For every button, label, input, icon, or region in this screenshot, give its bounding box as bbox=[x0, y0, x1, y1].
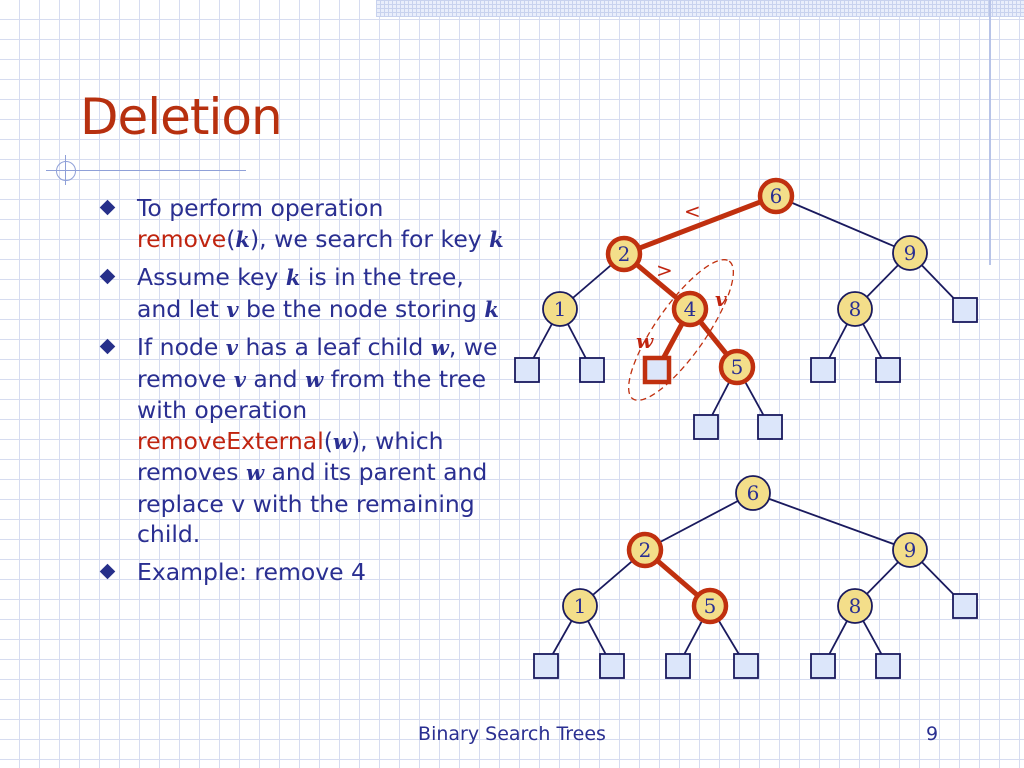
bullet-text: has a leaf child bbox=[238, 333, 431, 361]
label-w: w bbox=[636, 329, 654, 353]
leaf-node bbox=[515, 358, 539, 382]
variable: w bbox=[245, 460, 265, 485]
node-label: 6 bbox=[746, 481, 760, 505]
node-label: 1 bbox=[553, 297, 567, 321]
variable: k bbox=[285, 265, 301, 290]
node-label: 5 bbox=[703, 594, 717, 618]
bullet-text: ), which removes bbox=[137, 426, 444, 486]
bullet-text: , we remove bbox=[137, 333, 498, 393]
bullet-text: To perform operation bbox=[137, 194, 384, 222]
bullet-text: and bbox=[245, 364, 306, 393]
leaf-node bbox=[953, 594, 977, 618]
leaf-node bbox=[811, 358, 835, 382]
leaf-node bbox=[734, 654, 758, 678]
page-number: 9 bbox=[926, 723, 939, 745]
bullet-text: ( bbox=[226, 224, 236, 253]
variable: w bbox=[332, 428, 351, 454]
variable: v bbox=[225, 335, 238, 360]
node-label: 5 bbox=[730, 355, 744, 379]
variable: k bbox=[484, 296, 499, 322]
bullet-text: Assume key bbox=[137, 263, 286, 291]
bullet-text: be the node storing bbox=[238, 294, 485, 323]
tree-after-deletion bbox=[534, 476, 977, 678]
leaf-node bbox=[876, 654, 900, 678]
bullet-text: is in the tree, and let bbox=[137, 263, 464, 323]
slide-title: Deletion bbox=[80, 88, 282, 146]
leaf-node bbox=[758, 415, 782, 439]
node-label: 9 bbox=[903, 538, 917, 562]
variable: k bbox=[235, 226, 250, 252]
comparison-less-than: < bbox=[684, 199, 701, 223]
footer-title: Binary Search Trees bbox=[418, 723, 606, 745]
leaf-node bbox=[953, 298, 977, 322]
node-label: 8 bbox=[848, 594, 862, 618]
node-label: 2 bbox=[617, 242, 631, 266]
leaf-node bbox=[534, 654, 558, 678]
bullet-text: ( bbox=[323, 426, 333, 455]
bullet-text: and its parent and replace v with the remaining child. bbox=[137, 458, 488, 548]
leaf-node bbox=[876, 358, 900, 382]
leaf-node bbox=[580, 358, 604, 382]
bullet-text: Example: remove 4 bbox=[137, 557, 366, 586]
method-name: removeExternal bbox=[137, 426, 324, 455]
variable: v bbox=[233, 366, 246, 392]
bullet-text: from the tree with operation bbox=[137, 364, 487, 424]
node-label: 2 bbox=[638, 538, 652, 562]
variable: w bbox=[305, 366, 324, 392]
comparison-greater-than: > bbox=[656, 258, 673, 282]
label-v: v bbox=[715, 287, 727, 311]
variable: w bbox=[430, 335, 449, 360]
method-name: remove bbox=[137, 224, 227, 253]
node-label: 9 bbox=[903, 241, 917, 265]
tree-before-deletion bbox=[515, 180, 977, 439]
node-label: 4 bbox=[683, 297, 697, 321]
variable: v bbox=[226, 296, 239, 322]
leaf-node bbox=[666, 654, 690, 678]
leaf-node bbox=[811, 654, 835, 678]
leaf-node bbox=[694, 415, 718, 439]
leaf-node-w bbox=[645, 358, 669, 382]
leaf-node bbox=[600, 654, 624, 678]
node-label: 8 bbox=[848, 297, 862, 321]
node-label: 6 bbox=[769, 184, 783, 208]
variable: k bbox=[489, 226, 504, 252]
node-label: 1 bbox=[573, 594, 587, 618]
bullet-text: If node bbox=[137, 333, 226, 361]
bullet-text: ), we search for key bbox=[249, 224, 490, 253]
